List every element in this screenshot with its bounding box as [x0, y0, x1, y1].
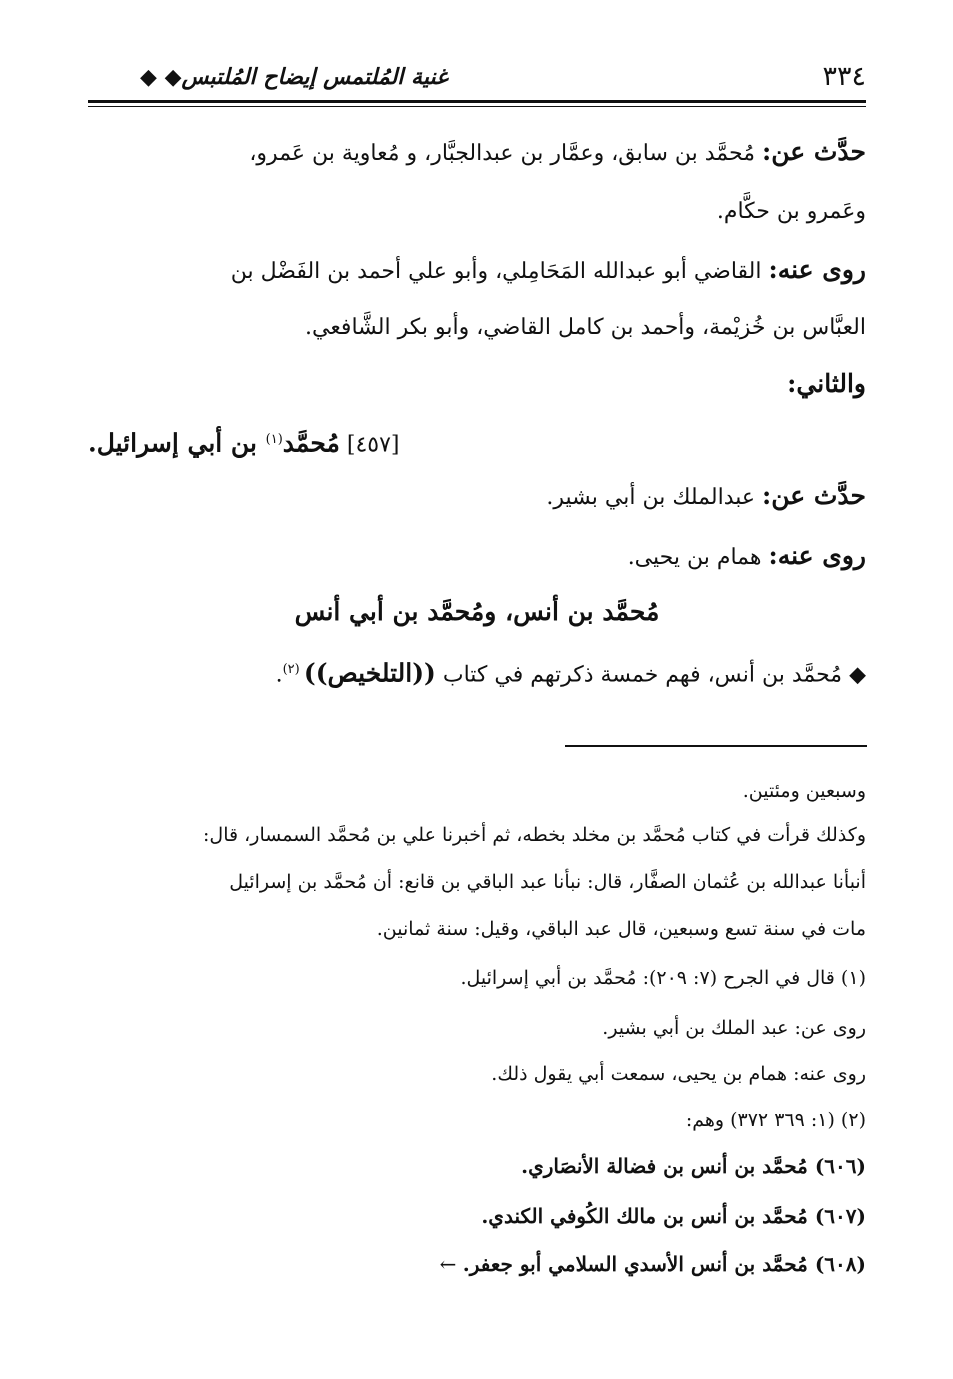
bullet-icon: ◆ — [842, 662, 866, 688]
continuation-arrow-icon: ← — [439, 1252, 463, 1276]
page-header — [88, 58, 866, 98]
label-narrated-by: روى عنه: — [768, 255, 866, 284]
label-narrated-from: حدَّث عن: — [762, 481, 866, 510]
header-rule-thick — [88, 100, 866, 103]
running-title: غنية المُلتمس إيضاح المُلتبس◆ ◆ — [140, 64, 448, 90]
entry-name-rest: بن أبي إسرائيل. — [88, 428, 266, 458]
label-narrated-by: روى عنه: — [768, 541, 866, 570]
paragraph-continuation: العبَّاس بن خُزيْمة، وأحمد بن كامل القاضي، وأبو بكر الشَّافعي. — [304, 315, 866, 340]
footnote-separator — [565, 745, 867, 747]
page-number: ٣٣٤ — [822, 61, 866, 92]
entry-name: مُحمَّد — [282, 428, 340, 458]
footnote-1: (١) قال في الجرح (٧: ٢٠٩): مُحمَّد بن أبي إسرائيل. — [460, 967, 866, 989]
second-label: والثاني: — [787, 369, 866, 398]
paragraph-continuation: وعَمرو بن حكَّام. — [716, 199, 866, 224]
footnote-list-item: (٦٠٧) مُحمَّد بن أنس بن مالك الكُوفي الكندي. — [481, 1204, 866, 1228]
footnote-marker: (٢) — [282, 662, 304, 677]
paragraph-bullet — [88, 650, 866, 695]
footnote-line: وسبعين ومئتين. — [742, 780, 866, 802]
footnote-line: روى عنه: همام بن يحيى، سمعت أبي يقول ذلك. — [491, 1063, 866, 1085]
section-heading: مُحمَّد بن أنس، ومُحمَّد بن أبي أنس — [294, 597, 660, 626]
bullet-end: . — [275, 662, 283, 688]
label-narrated-from: حدَّث عن: — [762, 137, 866, 166]
narrated-by-text: همام بن يحيى. — [627, 545, 769, 570]
paragraph-narrated-by — [88, 536, 866, 578]
paragraph-narrated-by — [88, 250, 866, 292]
paragraph-narrated-from — [88, 476, 866, 518]
footnote-list-item: (٦٠٦) مُحمَّد بن أنس بن فضالة الأنصَاري. — [521, 1154, 866, 1178]
footnote-line: وكذلك قرأت في كتاب مُحمَّد بن مخلد بخطه، ثم أخبرنا علي بن مُحمَّد السمسار، قال: — [203, 824, 866, 846]
footnote-2: (٢) (١: ٣٦٩ ٣٧٢) وهم: — [685, 1109, 866, 1131]
narrated-from-text: مُحمَّد بن سابق، وعمَّار بن عبدالجبَّار، و مُعاوية بن عَمرو، — [249, 141, 762, 166]
entry-heading — [88, 420, 528, 465]
narrated-by-text: القاضي أبو عبدالله المَحَامِلي، وأبو علي أحمد بن الفَضْل بن — [230, 259, 769, 284]
bullet-text: مُحمَّد بن أنس، فهم خمسة ذكرتهم في كتاب — [435, 662, 843, 688]
paragraph-narrated-from — [88, 132, 866, 174]
footnote-line: روى عن: عبد الملك بن أبي بشير. — [602, 1017, 866, 1039]
footnote-list-item-text: (٦٠٨) مُحمَّد بن أنس الأسدي السلامي أبو جعفر. — [462, 1252, 866, 1276]
footnote-marker: (١) — [265, 432, 283, 447]
entry-number: [٤٥٧] — [339, 432, 400, 458]
footnote-line: أنبأنا عبدالله بن عُثمان الصفَّار، قال: نبأنا عبد الباقي بن قانع: أن مُحمَّد بن إسرائيل — [229, 871, 866, 893]
footnote-list-item — [88, 1248, 866, 1280]
footnote-line: مات في سنة تسع وسبعين، قال عبد الباقي، وقيل: سنة ثمانين. — [376, 918, 866, 940]
narrated-from-text: عبدالملك بن أبي بشير. — [546, 485, 762, 510]
header-rule-thin — [88, 106, 866, 107]
book-title: ((التلخيص)) — [303, 658, 436, 688]
